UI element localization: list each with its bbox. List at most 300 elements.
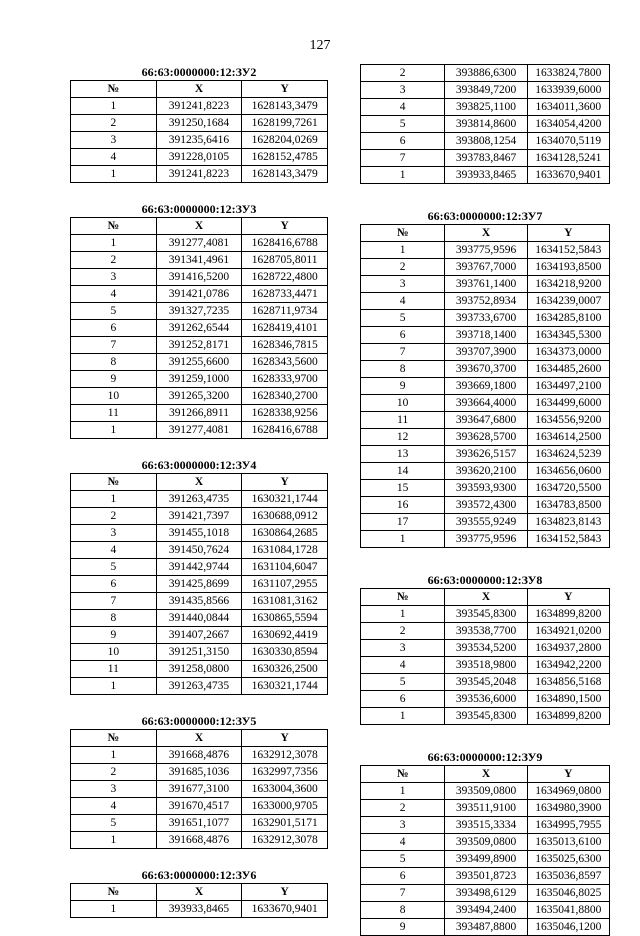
table-row [361, 133, 610, 150]
coord-y: 1633000,9705 [242, 798, 328, 815]
table-row [71, 491, 328, 508]
point-number: 7 [71, 337, 157, 354]
point-number: 1 [361, 783, 445, 800]
point-number: 8 [361, 902, 445, 919]
point-number: 6 [361, 327, 445, 344]
coord-y: 1634011,3600 [527, 99, 609, 116]
coord-y: 1628711,9734 [242, 303, 328, 320]
coord-y: 1634995,7955 [527, 817, 609, 834]
coord-x: 393626,5157 [445, 446, 527, 463]
block-title: 66:63:0000000:12:ЗУ9 [427, 750, 543, 764]
coord-x: 393545,8300 [445, 708, 527, 725]
coord-y: 1632912,3078 [242, 832, 328, 849]
coord-x: 393767,7000 [445, 259, 527, 276]
coord-y: 1634942,2200 [527, 657, 609, 674]
coord-y: 1634128,5241 [527, 150, 609, 167]
point-number: 11 [361, 412, 445, 429]
coord-x: 393555,9249 [445, 514, 527, 531]
coord-y: 1632901,5171 [242, 815, 328, 832]
coord-y: 1628416,6788 [242, 235, 328, 252]
table-row [361, 919, 610, 936]
table-row [361, 378, 610, 395]
coord-x: 391435,8566 [156, 593, 242, 610]
coordinate-block [70, 201, 328, 439]
table-row [361, 657, 610, 674]
table-row [361, 640, 610, 657]
coordinate-table [70, 80, 328, 183]
coordinate-table [360, 588, 610, 725]
table-row [361, 327, 610, 344]
coord-y: 1633004,3600 [242, 781, 328, 798]
block-title: 66:63:0000000:12:ЗУ8 [427, 573, 543, 587]
coord-y: 1635046,1200 [527, 919, 609, 936]
coord-y: 1628340,2700 [242, 388, 328, 405]
coord-y: 1634152,5843 [527, 242, 609, 259]
point-number: 11 [71, 405, 157, 422]
table-row [71, 678, 328, 695]
coord-x: 393593,9300 [445, 480, 527, 497]
coord-y: 1634921,0200 [527, 623, 609, 640]
coord-x: 391259,1000 [156, 371, 242, 388]
coord-x: 393498,6129 [445, 885, 527, 902]
point-number: 6 [71, 320, 157, 337]
coord-y: 1634054,4200 [527, 116, 609, 133]
coord-y: 1634937,2800 [527, 640, 609, 657]
coord-x: 391228,0105 [156, 149, 242, 166]
table-row [361, 167, 610, 184]
point-number: 6 [71, 576, 157, 593]
coord-x: 391277,4081 [156, 422, 242, 439]
table-row [71, 542, 328, 559]
table-row [361, 834, 610, 851]
coord-x: 393733,6700 [445, 310, 527, 327]
table-row [71, 252, 328, 269]
coord-x: 391421,0786 [156, 286, 242, 303]
header-x: X [156, 81, 242, 98]
coord-y: 1634152,5843 [527, 531, 609, 548]
table-row [71, 149, 328, 166]
coord-y: 1634373,0000 [527, 344, 609, 361]
coord-x: 391235,6416 [156, 132, 242, 149]
coord-x: 393761,1400 [445, 276, 527, 293]
coord-y: 1628346,7815 [242, 337, 328, 354]
coord-x: 391277,4081 [156, 235, 242, 252]
point-number: 1 [71, 678, 157, 695]
coord-y: 1628343,5600 [242, 354, 328, 371]
coord-y: 1634899,8200 [527, 708, 609, 725]
table-row [361, 276, 610, 293]
header-row [71, 218, 328, 235]
point-number: 5 [361, 310, 445, 327]
table-row [71, 337, 328, 354]
table-row [361, 783, 610, 800]
table-row [361, 531, 610, 548]
coord-y: 1635013,6100 [527, 834, 609, 851]
table-row [361, 242, 610, 259]
coord-y: 1634614,2500 [527, 429, 609, 446]
table-row [361, 361, 610, 378]
coord-y: 1635036,8597 [527, 868, 609, 885]
table-row [71, 576, 328, 593]
table-row [71, 901, 328, 918]
header-y: Y [527, 225, 609, 242]
coordinate-block [70, 64, 328, 183]
point-number: 7 [361, 150, 445, 167]
point-number: 1 [71, 832, 157, 849]
point-number: 1 [71, 235, 157, 252]
header-row [361, 766, 610, 783]
coord-y: 1635046,8025 [527, 885, 609, 902]
coord-x: 391425,8699 [156, 576, 242, 593]
block-title: 66:63:0000000:12:ЗУ5 [141, 714, 257, 728]
coord-x: 391455,1018 [156, 525, 242, 542]
table-row [361, 497, 610, 514]
coord-x: 391450,7624 [156, 542, 242, 559]
point-number: 4 [71, 798, 157, 815]
point-number: 2 [361, 65, 445, 82]
coordinate-table [70, 217, 328, 439]
header-num: № [361, 589, 445, 606]
table-row [71, 132, 328, 149]
coord-y: 1634783,8500 [527, 497, 609, 514]
coord-y: 1634980,3900 [527, 800, 609, 817]
header-x: X [156, 218, 242, 235]
header-y: Y [527, 589, 609, 606]
table-row [361, 902, 610, 919]
coord-y: 1628338,9256 [242, 405, 328, 422]
header-y: Y [242, 474, 328, 491]
point-number: 3 [71, 781, 157, 798]
point-number: 10 [71, 644, 157, 661]
coord-y: 1635025,6300 [527, 851, 609, 868]
header-y: Y [527, 766, 609, 783]
coord-x: 391327,7235 [156, 303, 242, 320]
table-row [361, 817, 610, 834]
point-number: 7 [361, 344, 445, 361]
table-row [71, 388, 328, 405]
table-row [361, 395, 610, 412]
table-row [361, 623, 610, 640]
table-row [71, 320, 328, 337]
coord-x: 393783,8467 [445, 150, 527, 167]
table-row [361, 885, 610, 902]
point-number: 7 [361, 885, 445, 902]
table-row [71, 747, 328, 764]
table-row [71, 815, 328, 832]
table-row [71, 166, 328, 183]
header-row [71, 730, 328, 747]
coord-y: 1634656,0600 [527, 463, 609, 480]
coord-x: 393509,0800 [445, 834, 527, 851]
block-title: 66:63:0000000:12:ЗУ2 [141, 65, 257, 79]
header-x: X [156, 884, 242, 901]
point-number: 1 [361, 708, 445, 725]
coord-y: 1634285,8100 [527, 310, 609, 327]
coord-y: 1630326,2500 [242, 661, 328, 678]
point-number: 1 [361, 531, 445, 548]
block-title: 66:63:0000000:12:ЗУ3 [141, 202, 257, 216]
coord-x: 393536,6000 [445, 691, 527, 708]
point-number: 4 [361, 293, 445, 310]
coord-x: 391341,4961 [156, 252, 242, 269]
coord-y: 1628199,7261 [242, 115, 328, 132]
coord-x: 393933,8465 [445, 167, 527, 184]
coord-y: 1634239,0007 [527, 293, 609, 310]
coord-y: 1630864,2685 [242, 525, 328, 542]
header-num: № [71, 474, 157, 491]
coord-x: 393509,0800 [445, 783, 527, 800]
header-num: № [71, 730, 157, 747]
point-number: 2 [71, 508, 157, 525]
coord-x: 393487,8800 [445, 919, 527, 936]
header-num: № [71, 884, 157, 901]
left-column [70, 64, 328, 918]
coord-y: 1634193,8500 [527, 259, 609, 276]
header-x: X [445, 225, 527, 242]
table-row [71, 832, 328, 849]
coord-y: 1634070,5119 [527, 133, 609, 150]
header-row [361, 589, 610, 606]
coord-x: 393669,1800 [445, 378, 527, 395]
point-number: 6 [361, 133, 445, 150]
coord-x: 391251,3150 [156, 644, 242, 661]
table-row [71, 115, 328, 132]
table-row [361, 606, 610, 623]
point-number: 2 [71, 115, 157, 132]
table-row [361, 514, 610, 531]
coord-x: 393849,7200 [445, 82, 527, 99]
coord-x: 393534,5200 [445, 640, 527, 657]
coord-y: 1634969,0800 [527, 783, 609, 800]
point-number: 4 [361, 99, 445, 116]
point-number: 4 [71, 542, 157, 559]
coordinate-block [360, 572, 610, 725]
coord-x: 393620,2100 [445, 463, 527, 480]
coord-x: 393518,9800 [445, 657, 527, 674]
point-number: 2 [361, 623, 445, 640]
point-number: 9 [71, 627, 157, 644]
table-row [71, 354, 328, 371]
point-number: 14 [361, 463, 445, 480]
table-row [71, 371, 328, 388]
coord-x: 391241,8223 [156, 98, 242, 115]
coord-y: 1628705,8011 [242, 252, 328, 269]
coordinate-block [70, 713, 328, 849]
header-x: X [156, 474, 242, 491]
point-number: 5 [361, 116, 445, 133]
coordinate-table [70, 883, 328, 918]
coord-y: 1630321,1744 [242, 678, 328, 695]
point-number: 2 [361, 800, 445, 817]
header-row [71, 81, 328, 98]
coord-y: 1632997,7356 [242, 764, 328, 781]
coordinate-block [360, 749, 610, 936]
coord-x: 393628,5700 [445, 429, 527, 446]
coord-x: 393501,8723 [445, 868, 527, 885]
point-number: 6 [361, 691, 445, 708]
point-number: 8 [71, 354, 157, 371]
table-row [361, 65, 610, 82]
table-row [71, 235, 328, 252]
point-number: 10 [361, 395, 445, 412]
block-title: 66:63:0000000:12:ЗУ6 [141, 868, 257, 882]
coord-y: 1632912,3078 [242, 747, 328, 764]
table-row [71, 405, 328, 422]
coord-y: 1628416,6788 [242, 422, 328, 439]
table-row [71, 303, 328, 320]
header-row [361, 225, 610, 242]
coordinate-block [70, 867, 328, 918]
header-num: № [71, 218, 157, 235]
header-row [71, 884, 328, 901]
header-y: Y [242, 884, 328, 901]
point-number: 3 [361, 82, 445, 99]
point-number: 1 [71, 422, 157, 439]
header-y: Y [242, 81, 328, 98]
point-number: 1 [361, 167, 445, 184]
coord-x: 393752,8934 [445, 293, 527, 310]
coord-y: 1631104,6047 [242, 559, 328, 576]
coord-x: 391440,0844 [156, 610, 242, 627]
table-row [361, 429, 610, 446]
block-title: 66:63:0000000:12:ЗУ4 [141, 458, 257, 472]
table-row [361, 82, 610, 99]
table-row [71, 661, 328, 678]
point-number: 16 [361, 497, 445, 514]
table-row [361, 116, 610, 133]
point-number: 15 [361, 480, 445, 497]
coord-x: 393718,1400 [445, 327, 527, 344]
coord-x: 391442,9744 [156, 559, 242, 576]
table-row [71, 98, 328, 115]
coord-y: 1634345,5300 [527, 327, 609, 344]
point-number: 5 [71, 815, 157, 832]
coord-x: 391250,1684 [156, 115, 242, 132]
coordinate-table [70, 729, 328, 849]
coord-x: 393545,2048 [445, 674, 527, 691]
table-row [71, 593, 328, 610]
table-row [361, 800, 610, 817]
table-row [71, 525, 328, 542]
coord-y: 1628152,4785 [242, 149, 328, 166]
point-number: 3 [71, 525, 157, 542]
coordinate-block [70, 457, 328, 695]
coord-y: 1633670,9401 [242, 901, 328, 918]
coordinate-table [360, 224, 610, 548]
point-number: 4 [361, 834, 445, 851]
point-number: 7 [71, 593, 157, 610]
coord-x: 393664,4000 [445, 395, 527, 412]
header-num: № [361, 766, 445, 783]
coord-x: 391651,1077 [156, 815, 242, 832]
coord-x: 393825,1100 [445, 99, 527, 116]
table-row [71, 798, 328, 815]
coord-x: 393511,9100 [445, 800, 527, 817]
header-x: X [445, 766, 527, 783]
coordinate-table [360, 64, 610, 184]
coord-x: 393775,9596 [445, 242, 527, 259]
coord-y: 1628143,3479 [242, 166, 328, 183]
table-row [361, 99, 610, 116]
coord-x: 393545,8300 [445, 606, 527, 623]
point-number: 12 [361, 429, 445, 446]
header-num: № [71, 81, 157, 98]
coord-y: 1630692,4419 [242, 627, 328, 644]
coord-y: 1628419,4101 [242, 320, 328, 337]
table-row [361, 344, 610, 361]
table-row [361, 446, 610, 463]
point-number: 1 [361, 242, 445, 259]
table-row [71, 269, 328, 286]
table-row [71, 610, 328, 627]
point-number: 4 [71, 149, 157, 166]
coord-y: 1634624,5239 [527, 446, 609, 463]
coord-x: 393494,2400 [445, 902, 527, 919]
point-number: 5 [71, 559, 157, 576]
table-row [71, 627, 328, 644]
coordinate-table [70, 473, 328, 695]
coord-y: 1628333,9700 [242, 371, 328, 388]
coord-y: 1630321,1744 [242, 491, 328, 508]
table-row [71, 781, 328, 798]
point-number: 8 [361, 361, 445, 378]
table-row [361, 412, 610, 429]
point-number: 3 [361, 640, 445, 657]
point-number: 2 [71, 764, 157, 781]
coord-x: 393933,8465 [156, 901, 242, 918]
table-row [361, 868, 610, 885]
point-number: 1 [71, 166, 157, 183]
coord-y: 1630865,5594 [242, 610, 328, 627]
right-column [360, 64, 610, 936]
point-number: 6 [361, 868, 445, 885]
coord-x: 393814,8600 [445, 116, 527, 133]
table-row [361, 310, 610, 327]
table-row [71, 644, 328, 661]
table-row [71, 764, 328, 781]
table-row [361, 463, 610, 480]
coord-x: 391263,4735 [156, 491, 242, 508]
coord-y: 1628204,0269 [242, 132, 328, 149]
coord-y: 1634720,5500 [527, 480, 609, 497]
point-number: 11 [71, 661, 157, 678]
table-row [71, 508, 328, 525]
coord-y: 1634856,5168 [527, 674, 609, 691]
point-number: 4 [71, 286, 157, 303]
coord-x: 393515,3334 [445, 817, 527, 834]
point-number: 1 [71, 901, 157, 918]
coord-x: 393572,4300 [445, 497, 527, 514]
coord-y: 1634899,8200 [527, 606, 609, 623]
coord-x: 391670,4517 [156, 798, 242, 815]
coord-y: 1633670,9401 [527, 167, 609, 184]
header-row [71, 474, 328, 491]
coord-x: 391255,6600 [156, 354, 242, 371]
table-row [361, 708, 610, 725]
coord-x: 393538,7700 [445, 623, 527, 640]
coord-x: 391677,3100 [156, 781, 242, 798]
coord-y: 1634485,2600 [527, 361, 609, 378]
table-row [361, 480, 610, 497]
table-row [361, 851, 610, 868]
coord-x: 393707,3900 [445, 344, 527, 361]
point-number: 3 [361, 817, 445, 834]
coord-y: 1631081,3162 [242, 593, 328, 610]
coord-x: 391263,4735 [156, 678, 242, 695]
coord-y: 1634218,9200 [527, 276, 609, 293]
coord-y: 1634823,8143 [527, 514, 609, 531]
coord-y: 1634497,2100 [527, 378, 609, 395]
